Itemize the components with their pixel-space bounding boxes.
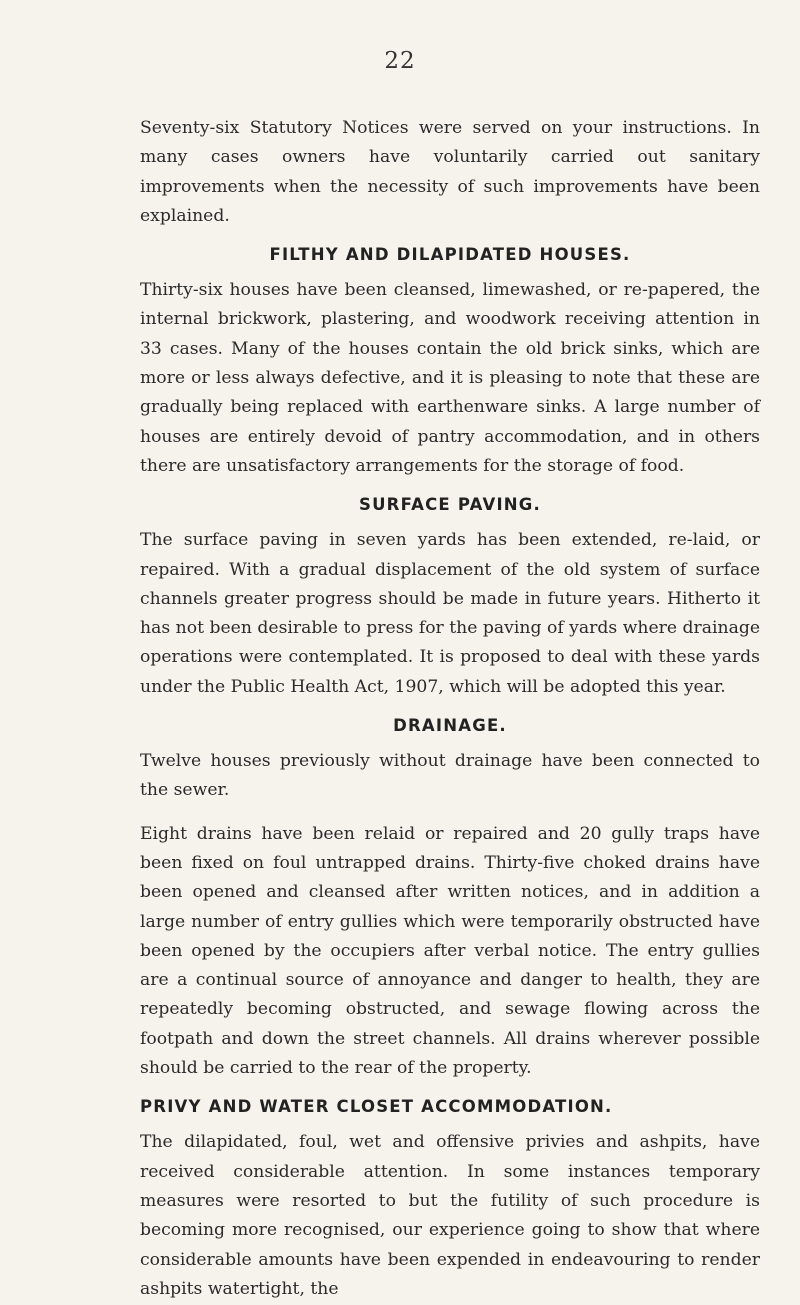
heading-privy-water-closet: PRIVY AND WATER CLOSET ACCOMMODATION. — [140, 1097, 613, 1117]
document-body — [140, 114, 760, 1304]
paragraph-houses: Thirty-six houses have been cleansed, limewashed, or re-papered, the internal brickwork, plastering, and woodwork receiving attention in 33 cases. Many of the houses contain the old brick sinks, which are more or less always defective, and it is pleasing to note that these are gradually being replaced with earthenware sinks. A large number of houses are entirely devoid of pantry accommodation, and in others there are unsatisfactory arrangements for the storage of food. — [140, 280, 760, 476]
page-number: 22 — [384, 48, 416, 74]
paragraph-gap — [140, 806, 760, 820]
paragraph-drainage-connected: Twelve houses previously without drainage have been connected to the sewer. — [140, 751, 760, 801]
paragraph-notices: Seventy-six Statutory Notices were served on your instructions. In many cases owners have voluntarily carried out sanitary improvements when the necessity of such improvements have been explained. — [140, 118, 760, 226]
paragraph-paving: The surface paving in seven yards has been extended, re-laid, or repaired. With a gradual displacement of the old system of surface channels greater progress should be made in future years. Hitherto it has not been desirable to press for the paving of yards where drainage operations were contemplated. It is proposed to deal with these yards under the Public Health Act, 1907, which will be adopted this year. — [140, 530, 760, 697]
heading-drainage: DRAINAGE. — [393, 716, 507, 736]
paragraph-privies: The dilapidated, foul, wet and offensive privies and ashpits, have received considerable attention. In some instances temporary measures were resorted to but the futility of such procedure is becoming more recognised, our experience going to show that where considerable amounts have been expended in endeavouring to render ashpits watertight, the — [140, 1132, 760, 1299]
paragraph-drains-relaid: Eight drains have been relaid or repaired and 20 gully traps have been fixed on foul untrapped drains. Thirty-five choked drains have been opened and cleansed after written notices, and in addition a large number of entry gullies which were temporarily obstructed have been opened by the occupiers after verbal notice. The entry gullies are a continual source of annoyance and danger to health, they are repeatedly becoming obstructed, and sewage flowing across the footpath and down the street channels. All drains wherever possible should be carried to the rear of the property. — [140, 823, 760, 1079]
heading-filthy-dilapidated-houses: FILTHY AND DILAPIDATED HOUSES. — [269, 245, 631, 265]
heading-surface-paving: SURFACE PAVING. — [358, 495, 542, 515]
